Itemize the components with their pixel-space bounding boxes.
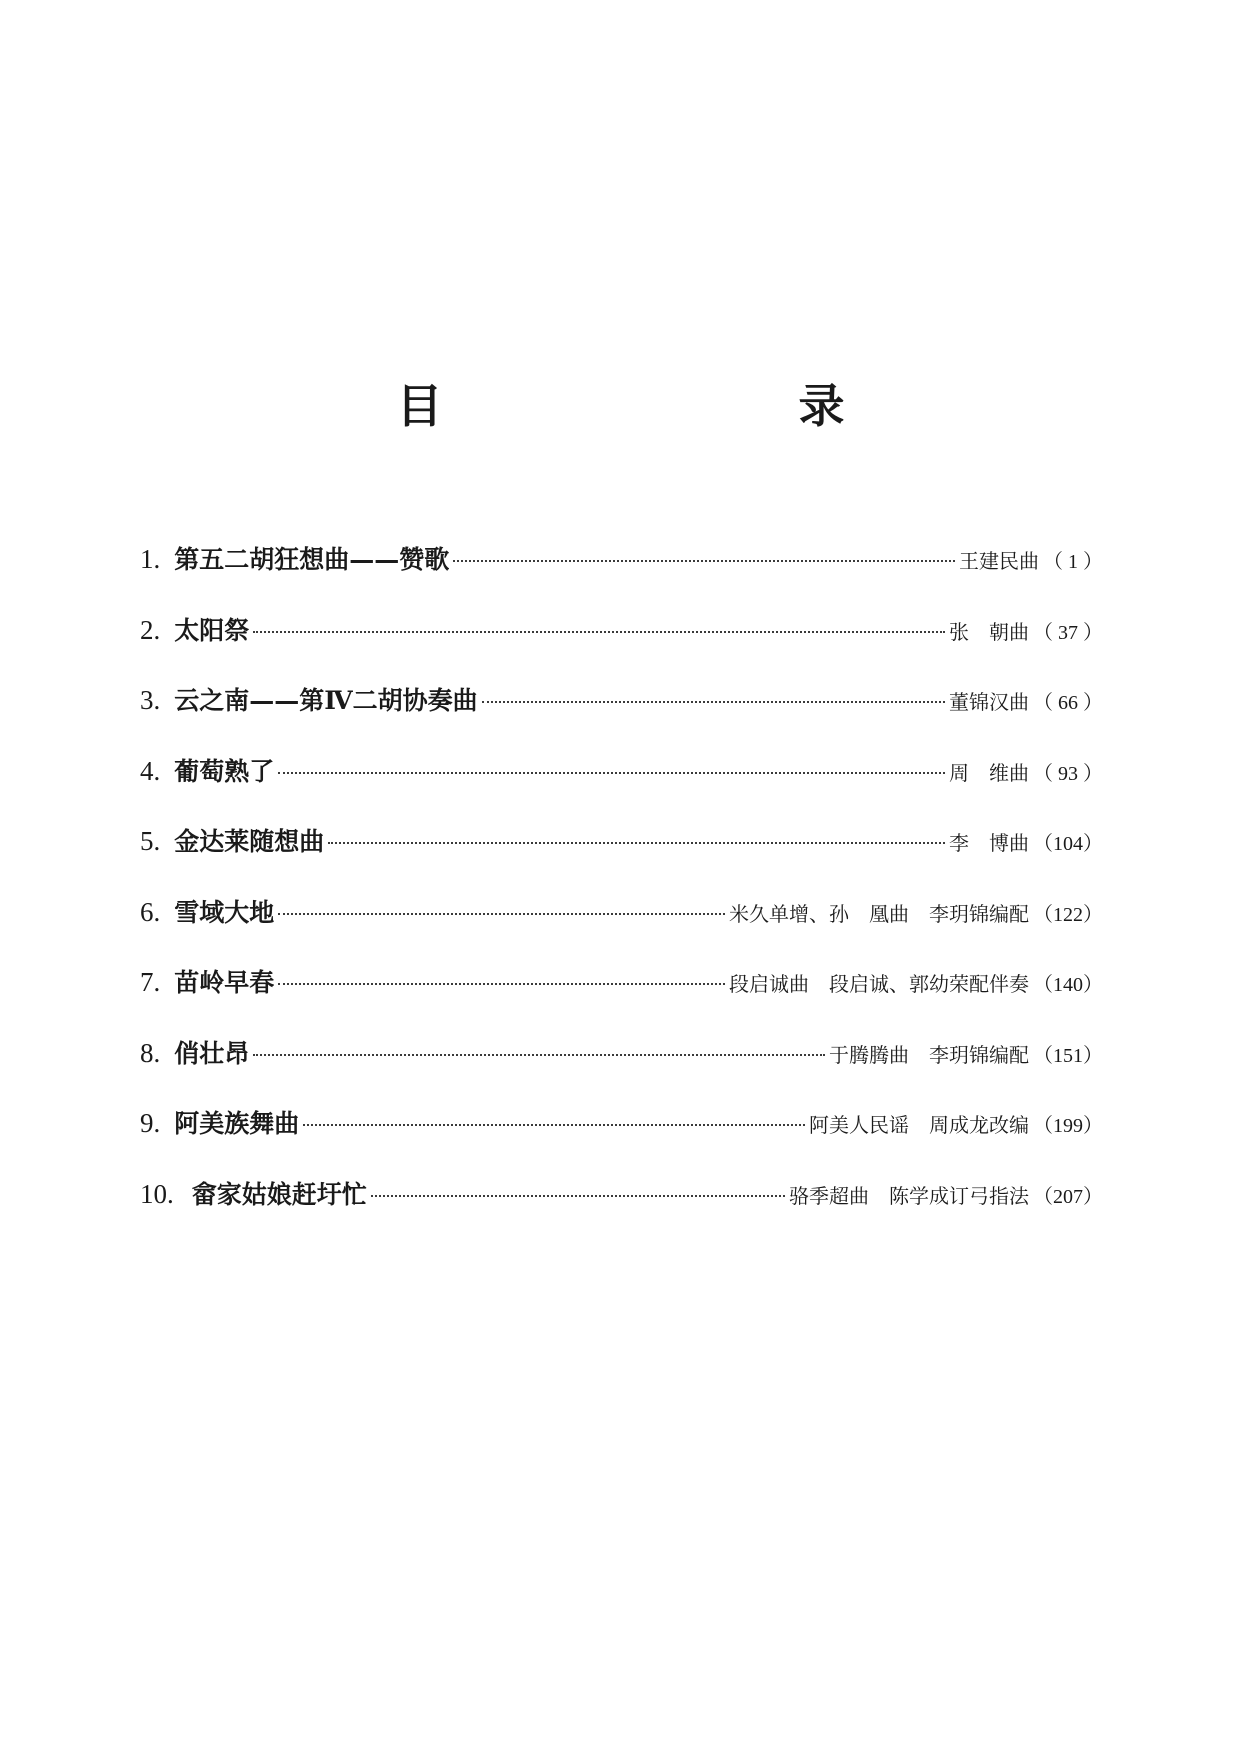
toc-entry-number: 3. [140,685,161,715]
toc-entry[interactable] [140,681,1103,752]
toc-entry-number: 2. [140,614,161,645]
toc-entry-number: 5. [140,826,161,856]
dot-leader [453,560,955,562]
dot-leader [253,631,945,633]
dot-leader [278,983,725,985]
toc-entry-page: （140） [1033,974,1103,996]
dot-leader [278,913,725,915]
toc-entry-title: 太阳祭 [174,615,250,645]
toc-entry-credit: 周 维曲 [949,760,1029,785]
dot-leader [371,1195,785,1197]
toc-entry-credit: 李 博曲 [949,831,1029,855]
toc-entry-credit: 王建民曲 [959,549,1039,573]
toc-entry[interactable] [140,540,1103,611]
toc-entry-title: 苗岭早春 [174,968,275,997]
toc-entry-credit: 董锦汉曲 [949,690,1029,714]
toc-entry-title: 葡萄熟了 [174,756,275,786]
toc-entry-page: （ 1 ） [1043,551,1103,573]
toc-entry-title: 云之南——第Ⅳ二胡协奏曲 [174,686,478,715]
toc-entry-title: 阿美族舞曲 [174,1109,300,1138]
dot-leader [303,1124,805,1126]
toc-entry-page: （207） [1033,1185,1103,1208]
dot-leader [328,842,945,844]
toc-entry-number: 9. [140,1108,161,1138]
page-title: 目 录 [396,379,933,433]
toc-entry[interactable] [140,893,1103,964]
toc-entry-number: 10. [140,1178,174,1209]
toc-entry-credit: 段启诚曲 段启诚、郭幼荣配伴奏 [729,972,1029,996]
toc-entry-number: 7. [140,967,161,997]
toc-entry[interactable] [140,611,1103,682]
dot-leader [278,772,945,774]
toc-entry-number: 4. [140,755,161,786]
toc-entry-number: 1. [140,544,161,574]
dot-leader [482,701,945,703]
toc-entry-credit: 米久单增、孙 凰曲 李玥锦编配 [729,901,1029,926]
toc-entry-title: 俏壮昂 [174,1038,250,1068]
toc-entry-credit: 于腾腾曲 李玥锦编配 [829,1042,1029,1067]
toc-entry-credit: 骆季超曲 陈学成订弓指法 [789,1183,1029,1208]
toc-entry-credit: 张 朝曲 [949,619,1029,644]
toc-entry[interactable] [140,1104,1103,1175]
toc-entry-number: 8. [140,1037,161,1068]
toc-entry[interactable] [140,822,1103,893]
toc-entry-number: 6. [140,896,161,927]
toc-entry[interactable] [140,752,1103,823]
toc-entry-page: （ 37 ） [1033,621,1103,644]
toc-entry-title: 第五二胡狂想曲——赞歌 [174,545,450,574]
toc-entry-page: （151） [1033,1044,1103,1067]
toc-entry[interactable] [140,1034,1103,1105]
toc-entry-page: （199） [1033,1115,1103,1137]
toc-entry[interactable] [140,963,1103,1034]
table-of-contents [140,540,1103,1245]
toc-entry-credit: 阿美人民谣 周成龙改编 [809,1113,1029,1137]
toc-entry-title: 畲家姑娘赶圩忙 [191,1179,367,1209]
toc-entry-page: （104） [1033,833,1103,855]
toc-entry-title: 雪域大地 [174,897,275,927]
toc-entry[interactable] [140,1175,1103,1246]
toc-entry-page: （ 93 ） [1033,762,1103,785]
toc-entry-title: 金达莱随想曲 [174,827,325,856]
toc-entry-page: （ 66 ） [1033,692,1103,714]
dot-leader [253,1054,825,1056]
toc-entry-page: （122） [1033,903,1103,926]
